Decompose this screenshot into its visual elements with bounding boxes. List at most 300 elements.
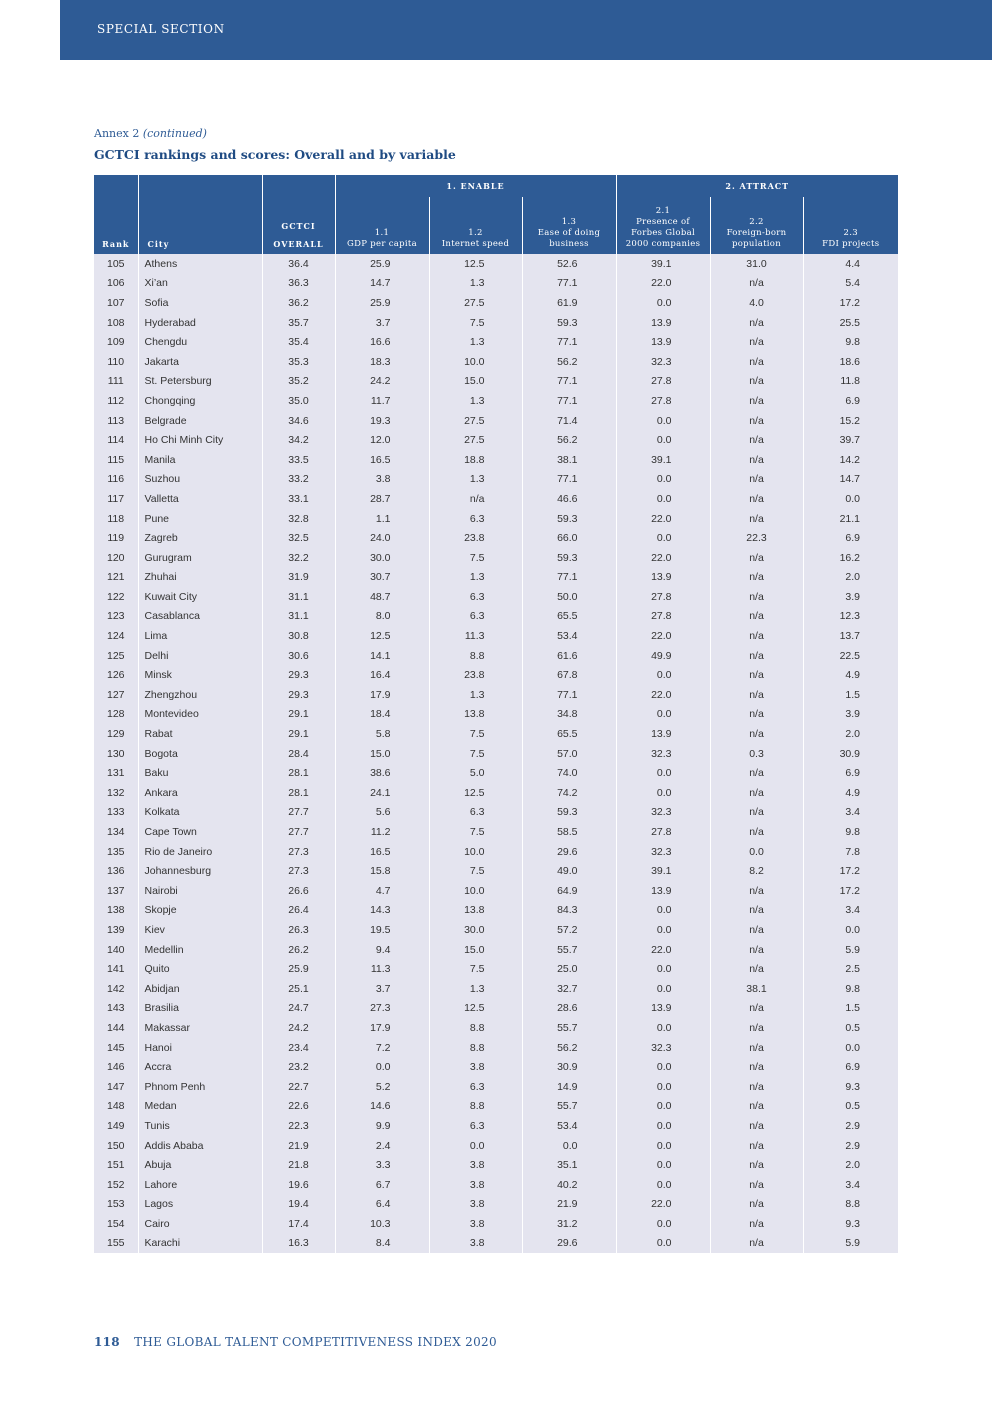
cell-internet: 7.5 xyxy=(429,822,522,842)
cell-city: Medellin xyxy=(138,940,262,960)
cell-gdp: 2.4 xyxy=(335,1136,429,1156)
cell-city: Addis Ababa xyxy=(138,1136,262,1156)
cell-rank: 117 xyxy=(94,489,138,509)
cell-overall: 21.8 xyxy=(262,1155,335,1175)
cell-ease-business: 38.1 xyxy=(522,450,616,470)
cell-overall: 28.1 xyxy=(262,763,335,783)
table-row xyxy=(94,685,898,705)
cell-internet: 1.3 xyxy=(429,685,522,705)
cell-city: Hanoi xyxy=(138,1038,262,1058)
cell-internet: 27.5 xyxy=(429,430,522,450)
cell-gdp: 28.7 xyxy=(335,489,429,509)
cell-foreign-born: n/a xyxy=(710,274,803,294)
cell-foreign-born: 4.0 xyxy=(710,293,803,313)
cell-internet: 3.8 xyxy=(429,1175,522,1195)
cell-overall: 35.7 xyxy=(262,313,335,333)
col-header-gdp: 1.1 GDP per capita xyxy=(335,197,429,254)
cell-overall: 29.1 xyxy=(262,724,335,744)
cell-ease-business: 30.9 xyxy=(522,1057,616,1077)
cell-internet: 7.5 xyxy=(429,861,522,881)
cell-ease-business: 55.7 xyxy=(522,940,616,960)
cell-fdi: 2.0 xyxy=(803,568,898,588)
cell-internet: 8.8 xyxy=(429,646,522,666)
cell-overall: 26.6 xyxy=(262,881,335,901)
cell-forbes: 27.8 xyxy=(616,822,710,842)
cell-city: Lima xyxy=(138,626,262,646)
cell-fdi: 39.7 xyxy=(803,430,898,450)
cell-overall: 29.3 xyxy=(262,685,335,705)
cell-gdp: 0.0 xyxy=(335,1057,429,1077)
cell-gdp: 6.7 xyxy=(335,1175,429,1195)
cell-city: Tunis xyxy=(138,1116,262,1136)
cell-internet: 5.0 xyxy=(429,763,522,783)
table-title: GCTCI rankings and scores: Overall and by variable xyxy=(94,147,456,162)
cell-gdp: 3.7 xyxy=(335,313,429,333)
cell-city: Kiev xyxy=(138,920,262,940)
cell-rank: 149 xyxy=(94,1116,138,1136)
cell-rank: 152 xyxy=(94,1175,138,1195)
cell-foreign-born: n/a xyxy=(710,940,803,960)
cell-fdi: 9.8 xyxy=(803,979,898,999)
cell-gdp: 15.8 xyxy=(335,861,429,881)
cell-internet: n/a xyxy=(429,489,522,509)
cell-gdp: 27.3 xyxy=(335,999,429,1019)
cell-forbes: 0.0 xyxy=(616,489,710,509)
cell-rank: 129 xyxy=(94,724,138,744)
cell-overall: 36.4 xyxy=(262,254,335,274)
cell-overall: 28.1 xyxy=(262,783,335,803)
cell-city: Suzhou xyxy=(138,470,262,490)
cell-internet: 27.5 xyxy=(429,411,522,431)
cell-fdi: 3.4 xyxy=(803,901,898,921)
table-row xyxy=(94,568,898,588)
cell-city: Johannesburg xyxy=(138,861,262,881)
cell-ease-business: 40.2 xyxy=(522,1175,616,1195)
cell-city: Lagos xyxy=(138,1195,262,1215)
table-row xyxy=(94,1057,898,1077)
cell-ease-business: 67.8 xyxy=(522,665,616,685)
cell-gdp: 16.5 xyxy=(335,450,429,470)
cell-gdp: 14.1 xyxy=(335,646,429,666)
cell-internet: 7.5 xyxy=(429,959,522,979)
cell-internet: 6.3 xyxy=(429,803,522,823)
cell-gdp: 17.9 xyxy=(335,685,429,705)
cell-ease-business: 21.9 xyxy=(522,1195,616,1215)
cell-ease-business: 65.5 xyxy=(522,607,616,627)
cell-rank: 143 xyxy=(94,999,138,1019)
cell-fdi: 0.0 xyxy=(803,489,898,509)
section-banner xyxy=(60,0,992,60)
cell-foreign-born: n/a xyxy=(710,1038,803,1058)
cell-forbes: 32.3 xyxy=(616,1038,710,1058)
cell-overall: 19.6 xyxy=(262,1175,335,1195)
cell-internet: 6.3 xyxy=(429,1077,522,1097)
cell-forbes: 0.0 xyxy=(616,959,710,979)
table-row xyxy=(94,744,898,764)
cell-internet: 1.3 xyxy=(429,274,522,294)
cell-forbes: 0.0 xyxy=(616,528,710,548)
cell-forbes: 49.9 xyxy=(616,646,710,666)
cell-overall: 16.3 xyxy=(262,1234,335,1254)
cell-foreign-born: n/a xyxy=(710,587,803,607)
cell-foreign-born: n/a xyxy=(710,313,803,333)
cell-city: Kolkata xyxy=(138,803,262,823)
cell-gdp: 5.6 xyxy=(335,803,429,823)
cell-fdi: 7.8 xyxy=(803,842,898,862)
cell-fdi: 14.7 xyxy=(803,470,898,490)
cell-forbes: 0.0 xyxy=(616,430,710,450)
cell-ease-business: 35.1 xyxy=(522,1155,616,1175)
table-row xyxy=(94,999,898,1019)
cell-forbes: 0.0 xyxy=(616,763,710,783)
cell-overall: 26.4 xyxy=(262,901,335,921)
table-row xyxy=(94,822,898,842)
cell-forbes: 22.0 xyxy=(616,685,710,705)
cell-foreign-born: n/a xyxy=(710,352,803,372)
cell-internet: 15.0 xyxy=(429,940,522,960)
table-row xyxy=(94,783,898,803)
cell-internet: 1.3 xyxy=(429,470,522,490)
table-row xyxy=(94,763,898,783)
cell-forbes: 0.0 xyxy=(616,920,710,940)
cell-rank: 106 xyxy=(94,274,138,294)
cell-ease-business: 61.6 xyxy=(522,646,616,666)
cell-foreign-born: n/a xyxy=(710,548,803,568)
cell-ease-business: 58.5 xyxy=(522,822,616,842)
cell-internet: 8.8 xyxy=(429,1038,522,1058)
cell-city: Accra xyxy=(138,1057,262,1077)
cell-forbes: 0.0 xyxy=(616,411,710,431)
cell-gdp: 12.5 xyxy=(335,626,429,646)
cell-city: Brasilia xyxy=(138,999,262,1019)
cell-overall: 29.3 xyxy=(262,665,335,685)
cell-rank: 151 xyxy=(94,1155,138,1175)
cell-gdp: 3.8 xyxy=(335,470,429,490)
cell-overall: 23.2 xyxy=(262,1057,335,1077)
cell-fdi: 2.5 xyxy=(803,959,898,979)
cell-gdp: 15.0 xyxy=(335,744,429,764)
col-header-rank: Rank xyxy=(94,175,138,254)
cell-ease-business: 57.2 xyxy=(522,920,616,940)
cell-ease-business: 77.1 xyxy=(522,470,616,490)
publication-title: THE GLOBAL TALENT COMPETITIVENESS INDEX 2020 xyxy=(134,1335,497,1349)
cell-gdp: 3.3 xyxy=(335,1155,429,1175)
col-header-ease-business: 1.3 Ease of doing business xyxy=(522,197,616,254)
cell-internet: 12.5 xyxy=(429,999,522,1019)
cell-gdp: 1.1 xyxy=(335,509,429,529)
cell-internet: 3.8 xyxy=(429,1155,522,1175)
cell-foreign-born: n/a xyxy=(710,332,803,352)
cell-fdi: 6.9 xyxy=(803,391,898,411)
cell-internet: 7.5 xyxy=(429,724,522,744)
table-row xyxy=(94,1234,898,1254)
cell-forbes: 39.1 xyxy=(616,861,710,881)
page-number: 118 xyxy=(94,1335,120,1349)
cell-fdi: 6.9 xyxy=(803,528,898,548)
cell-fdi: 21.1 xyxy=(803,509,898,529)
table-row xyxy=(94,646,898,666)
cell-gdp: 25.9 xyxy=(335,293,429,313)
cell-foreign-born: n/a xyxy=(710,724,803,744)
cell-gdp: 14.6 xyxy=(335,1097,429,1117)
cell-rank: 122 xyxy=(94,587,138,607)
cell-overall: 33.2 xyxy=(262,470,335,490)
cell-internet: 13.8 xyxy=(429,901,522,921)
cell-forbes: 0.0 xyxy=(616,705,710,725)
cell-fdi: 0.5 xyxy=(803,1018,898,1038)
cell-foreign-born: n/a xyxy=(710,607,803,627)
table-row xyxy=(94,332,898,352)
table-row xyxy=(94,1214,898,1234)
cell-fdi: 0.5 xyxy=(803,1097,898,1117)
cell-foreign-born: n/a xyxy=(710,1175,803,1195)
cell-foreign-born: 0.0 xyxy=(710,842,803,862)
cell-fdi: 12.3 xyxy=(803,607,898,627)
cell-ease-business: 77.1 xyxy=(522,274,616,294)
cell-internet: 12.5 xyxy=(429,254,522,274)
cell-rank: 155 xyxy=(94,1234,138,1254)
cell-forbes: 0.0 xyxy=(616,1214,710,1234)
cell-forbes: 0.0 xyxy=(616,1136,710,1156)
cell-rank: 137 xyxy=(94,881,138,901)
cell-foreign-born: n/a xyxy=(710,568,803,588)
cell-overall: 35.2 xyxy=(262,372,335,392)
cell-city: St. Petersburg xyxy=(138,372,262,392)
cell-gdp: 48.7 xyxy=(335,587,429,607)
cell-internet: 8.8 xyxy=(429,1018,522,1038)
cell-overall: 30.8 xyxy=(262,626,335,646)
cell-gdp: 24.2 xyxy=(335,372,429,392)
cell-fdi: 30.9 xyxy=(803,744,898,764)
cell-fdi: 4.4 xyxy=(803,254,898,274)
cell-rank: 120 xyxy=(94,548,138,568)
cell-forbes: 22.0 xyxy=(616,1195,710,1215)
cell-rank: 140 xyxy=(94,940,138,960)
cell-rank: 108 xyxy=(94,313,138,333)
table-row xyxy=(94,509,898,529)
cell-gdp: 18.4 xyxy=(335,705,429,725)
cell-internet: 10.0 xyxy=(429,842,522,862)
cell-forbes: 0.0 xyxy=(616,1155,710,1175)
cell-foreign-born: n/a xyxy=(710,470,803,490)
cell-city: Zagreb xyxy=(138,528,262,548)
cell-ease-business: 71.4 xyxy=(522,411,616,431)
cell-city: Xi’an xyxy=(138,274,262,294)
cell-ease-business: 61.9 xyxy=(522,293,616,313)
cell-fdi: 4.9 xyxy=(803,665,898,685)
cell-fdi: 25.5 xyxy=(803,313,898,333)
cell-city: Gurugram xyxy=(138,548,262,568)
cell-rank: 138 xyxy=(94,901,138,921)
cell-ease-business: 14.9 xyxy=(522,1077,616,1097)
cell-foreign-born: n/a xyxy=(710,391,803,411)
cell-internet: 18.8 xyxy=(429,450,522,470)
cell-foreign-born: 8.2 xyxy=(710,861,803,881)
cell-overall: 24.2 xyxy=(262,1018,335,1038)
cell-foreign-born: n/a xyxy=(710,959,803,979)
cell-gdp: 16.4 xyxy=(335,665,429,685)
cell-fdi: 9.8 xyxy=(803,332,898,352)
col-header-fdi: 2.3 FDI projects xyxy=(803,197,898,254)
cell-city: Quito xyxy=(138,959,262,979)
cell-gdp: 30.0 xyxy=(335,548,429,568)
table-row xyxy=(94,665,898,685)
cell-overall: 31.1 xyxy=(262,607,335,627)
cell-ease-business: 59.3 xyxy=(522,548,616,568)
cell-city: Ho Chi Minh City xyxy=(138,430,262,450)
cell-rank: 112 xyxy=(94,391,138,411)
cell-city: Rio de Janeiro xyxy=(138,842,262,862)
cell-rank: 135 xyxy=(94,842,138,862)
cell-forbes: 27.8 xyxy=(616,607,710,627)
cell-overall: 27.3 xyxy=(262,842,335,862)
cell-forbes: 27.8 xyxy=(616,372,710,392)
cell-gdp: 4.7 xyxy=(335,881,429,901)
table-row xyxy=(94,313,898,333)
annex-continued: (continued) xyxy=(142,127,207,140)
cell-fdi: 2.9 xyxy=(803,1116,898,1136)
cell-foreign-born: n/a xyxy=(710,450,803,470)
cell-rank: 153 xyxy=(94,1195,138,1215)
cell-ease-business: 53.4 xyxy=(522,626,616,646)
cell-internet: 30.0 xyxy=(429,920,522,940)
cell-fdi: 5.9 xyxy=(803,1234,898,1254)
cell-city: Athens xyxy=(138,254,262,274)
cell-ease-business: 28.6 xyxy=(522,999,616,1019)
cell-ease-business: 55.7 xyxy=(522,1018,616,1038)
cell-fdi: 2.0 xyxy=(803,1155,898,1175)
cell-internet: 7.5 xyxy=(429,313,522,333)
cell-city: Kuwait City xyxy=(138,587,262,607)
table-row xyxy=(94,1038,898,1058)
cell-rank: 111 xyxy=(94,372,138,392)
cell-forbes: 0.0 xyxy=(616,470,710,490)
cell-ease-business: 0.0 xyxy=(522,1136,616,1156)
cell-gdp: 16.5 xyxy=(335,842,429,862)
cell-foreign-born: n/a xyxy=(710,665,803,685)
group-header-attract: 2. ATTRACT xyxy=(616,175,898,197)
cell-forbes: 0.0 xyxy=(616,979,710,999)
cell-ease-business: 46.6 xyxy=(522,489,616,509)
cell-city: Abuja xyxy=(138,1155,262,1175)
cell-forbes: 32.3 xyxy=(616,803,710,823)
cell-overall: 33.5 xyxy=(262,450,335,470)
cell-gdp: 30.7 xyxy=(335,568,429,588)
cell-rank: 134 xyxy=(94,822,138,842)
cell-gdp: 3.7 xyxy=(335,979,429,999)
cell-forbes: 39.1 xyxy=(616,254,710,274)
cell-fdi: 14.2 xyxy=(803,450,898,470)
cell-overall: 35.0 xyxy=(262,391,335,411)
cell-gdp: 24.0 xyxy=(335,528,429,548)
table-row xyxy=(94,881,898,901)
cell-forbes: 0.0 xyxy=(616,1175,710,1195)
cell-ease-business: 77.1 xyxy=(522,568,616,588)
table-row xyxy=(94,803,898,823)
cell-overall: 27.3 xyxy=(262,861,335,881)
cell-city: Skopje xyxy=(138,901,262,921)
cell-fdi: 1.5 xyxy=(803,999,898,1019)
cell-gdp: 25.9 xyxy=(335,254,429,274)
cell-forbes: 0.0 xyxy=(616,901,710,921)
cell-gdp: 10.3 xyxy=(335,1214,429,1234)
col-header-city: City xyxy=(138,175,262,254)
cell-rank: 110 xyxy=(94,352,138,372)
cell-city: Cairo xyxy=(138,1214,262,1234)
table-row xyxy=(94,842,898,862)
cell-foreign-born: n/a xyxy=(710,1077,803,1097)
cell-rank: 113 xyxy=(94,411,138,431)
table-row xyxy=(94,391,898,411)
cell-foreign-born: n/a xyxy=(710,901,803,921)
cell-rank: 139 xyxy=(94,920,138,940)
cell-rank: 148 xyxy=(94,1097,138,1117)
cell-forbes: 22.0 xyxy=(616,548,710,568)
cell-city: Karachi xyxy=(138,1234,262,1254)
cell-fdi: 15.2 xyxy=(803,411,898,431)
cell-forbes: 22.0 xyxy=(616,509,710,529)
cell-overall: 34.6 xyxy=(262,411,335,431)
cell-city: Jakarta xyxy=(138,352,262,372)
cell-overall: 30.6 xyxy=(262,646,335,666)
cell-city: Baku xyxy=(138,763,262,783)
cell-ease-business: 34.8 xyxy=(522,705,616,725)
cell-internet: 8.8 xyxy=(429,1097,522,1117)
cell-foreign-born: n/a xyxy=(710,1136,803,1156)
cell-rank: 145 xyxy=(94,1038,138,1058)
cell-forbes: 13.9 xyxy=(616,724,710,744)
cell-internet: 3.8 xyxy=(429,1214,522,1234)
rankings-table xyxy=(94,175,898,1253)
table-row xyxy=(94,254,898,274)
cell-internet: 3.8 xyxy=(429,1057,522,1077)
cell-ease-business: 31.2 xyxy=(522,1214,616,1234)
cell-fdi: 17.2 xyxy=(803,861,898,881)
cell-gdp: 11.7 xyxy=(335,391,429,411)
cell-fdi: 9.3 xyxy=(803,1214,898,1234)
cell-foreign-born: n/a xyxy=(710,920,803,940)
cell-rank: 142 xyxy=(94,979,138,999)
cell-rank: 130 xyxy=(94,744,138,764)
cell-forbes: 27.8 xyxy=(616,587,710,607)
cell-ease-business: 74.0 xyxy=(522,763,616,783)
cell-foreign-born: 22.3 xyxy=(710,528,803,548)
cell-foreign-born: n/a xyxy=(710,1195,803,1215)
cell-forbes: 32.3 xyxy=(616,352,710,372)
cell-fdi: 13.7 xyxy=(803,626,898,646)
cell-ease-business: 77.1 xyxy=(522,332,616,352)
cell-internet: 10.0 xyxy=(429,352,522,372)
table-row xyxy=(94,372,898,392)
cell-rank: 114 xyxy=(94,430,138,450)
cell-gdp: 11.2 xyxy=(335,822,429,842)
cell-gdp: 38.6 xyxy=(335,763,429,783)
cell-foreign-born: n/a xyxy=(710,1018,803,1038)
table-row xyxy=(94,920,898,940)
cell-city: Montevideo xyxy=(138,705,262,725)
cell-foreign-born: n/a xyxy=(710,783,803,803)
table-row xyxy=(94,489,898,509)
table-row xyxy=(94,979,898,999)
cell-forbes: 13.9 xyxy=(616,881,710,901)
cell-rank: 146 xyxy=(94,1057,138,1077)
cell-overall: 36.2 xyxy=(262,293,335,313)
cell-fdi: 5.9 xyxy=(803,940,898,960)
cell-fdi: 17.2 xyxy=(803,881,898,901)
cell-overall: 31.1 xyxy=(262,587,335,607)
cell-fdi: 3.9 xyxy=(803,705,898,725)
cell-city: Hyderabad xyxy=(138,313,262,333)
